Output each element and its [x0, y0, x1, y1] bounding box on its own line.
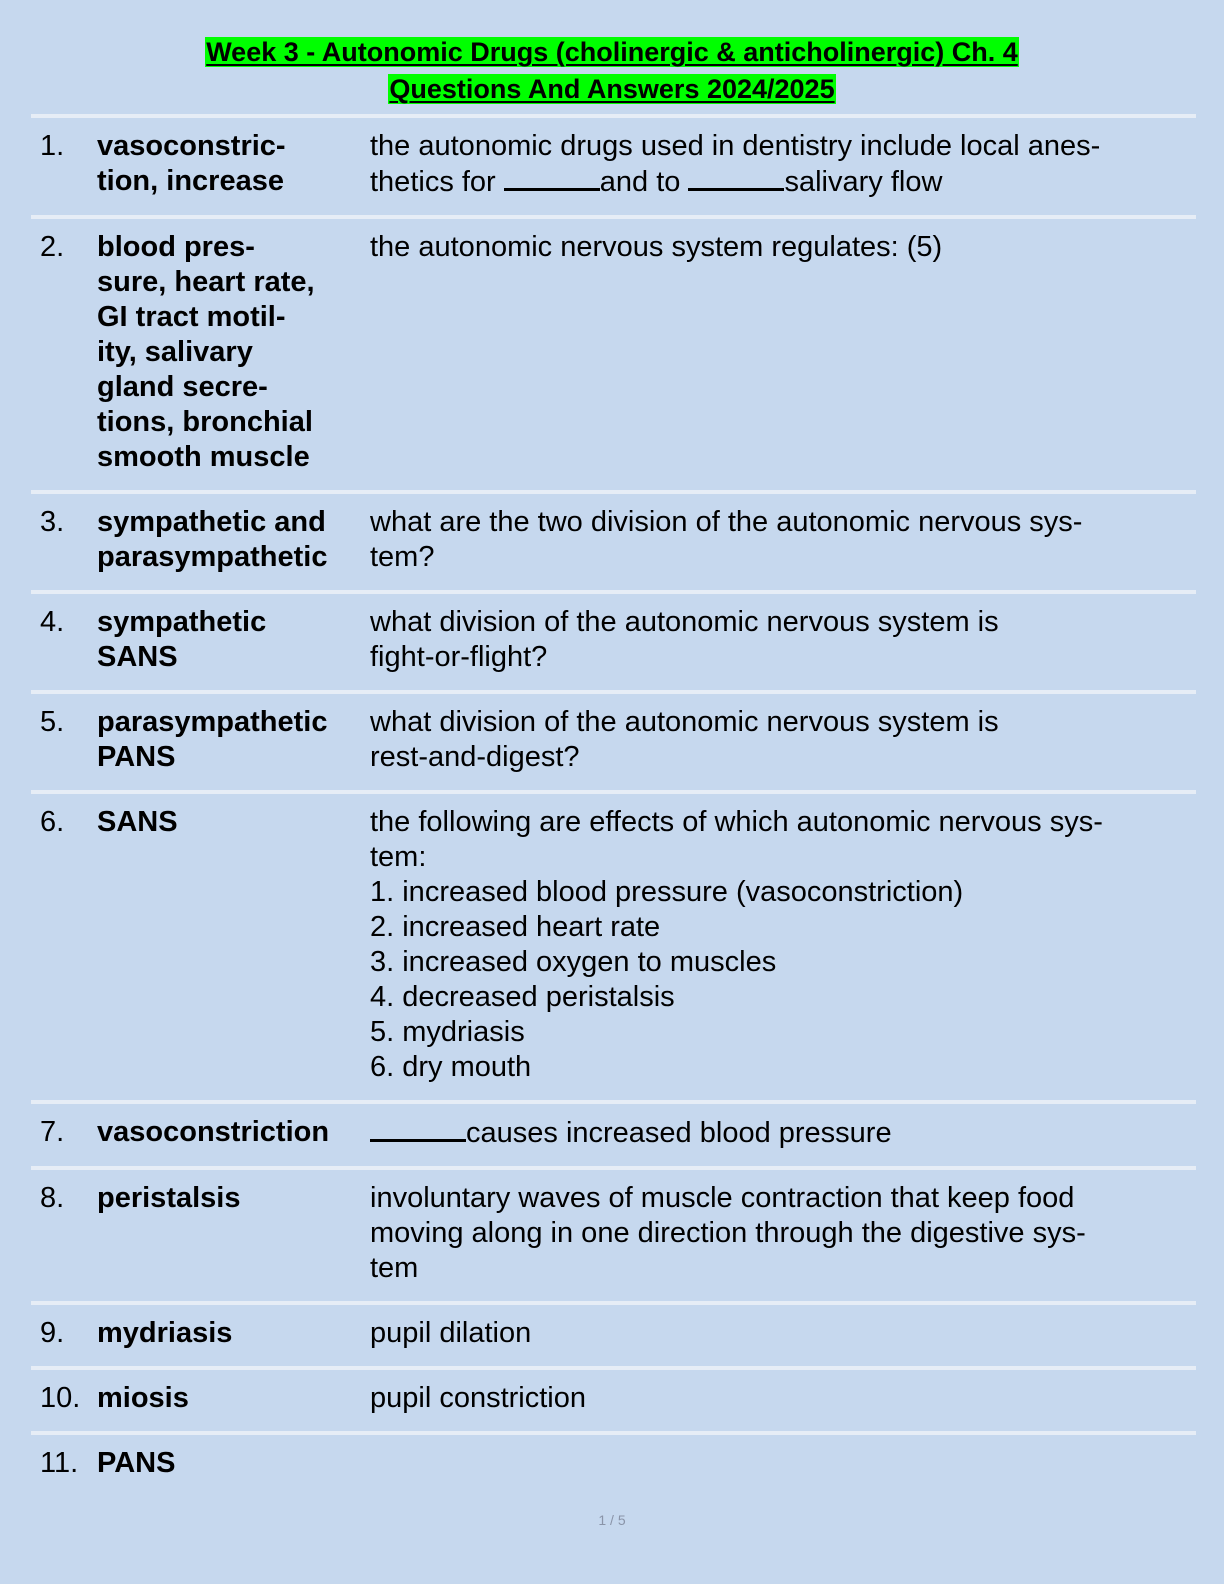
list-item: [31, 1166, 1196, 1301]
list-item: [31, 215, 1196, 490]
title-line-2: Questions And Answers 2024/2025: [389, 74, 835, 104]
document-title: [0, 34, 1224, 108]
list-item: [31, 690, 1196, 790]
item-term: [97, 505, 370, 575]
item-term-text: miosis: [97, 1382, 189, 1414]
item-term: [97, 230, 370, 475]
item-definition: what are the two division of the autonomic nervous sys- tem?: [370, 506, 1083, 573]
item-term-text: blood pres- sure, heart rate, GI tract motil- ity, salivary gland secre- tions, bronchial smooth muscle: [97, 231, 315, 473]
item-term: [97, 1381, 370, 1416]
item-term-text: vasoconstric- tion, increase: [97, 130, 286, 197]
item-number: 6.: [40, 806, 65, 838]
item-definition: pupil constriction: [370, 1382, 586, 1414]
item-term-text: sympathetic SANS: [97, 606, 267, 673]
item-definition: [370, 1446, 1196, 1481]
item-number: 9.: [40, 1317, 65, 1349]
item-number: 8.: [40, 1182, 65, 1214]
item-term-text: peristalsis: [97, 1182, 241, 1214]
page-number: 1 / 5: [598, 1512, 626, 1528]
item-definition: involuntary waves of muscle contraction that keep food moving along in one direction through the digestive sys- tem: [370, 1182, 1086, 1284]
qa-list: [31, 114, 1196, 1496]
item-number: 10.: [40, 1382, 81, 1414]
item-term: [97, 129, 370, 200]
item-term: [97, 805, 370, 1085]
item-term: [97, 1316, 370, 1351]
def-part: salivary flow: [784, 166, 943, 198]
item-definition: what division of the autonomic nervous system is fight-or-flight?: [370, 606, 999, 673]
item-number: 1.: [40, 130, 65, 162]
answer-blank: [688, 164, 784, 191]
item-definition: the following are effects of which autonomic nervous sys- tem: 1. increased blood pressure (vasoconstriction) 2. increased heart rate 3. increased oxygen to muscles 4. decreased peristalsis 5. mydriasis 6. dry mouth: [370, 806, 1103, 1083]
item-definition: the autonomic nervous system regulates: (5): [370, 231, 943, 263]
def-part: causes increased blood pressure: [466, 1117, 892, 1149]
item-number: 4.: [40, 606, 65, 638]
title-line-1: Week 3 - Autonomic Drugs (cholinergic & anticholinergic) Ch. 4: [206, 37, 1018, 67]
list-item: [31, 1100, 1196, 1166]
item-term-text: PANS: [97, 1447, 176, 1479]
item-definition: [370, 1115, 1196, 1151]
item-number: 7.: [40, 1116, 65, 1148]
list-item: [31, 1301, 1196, 1366]
answer-blank: [370, 1115, 466, 1142]
item-term-text: SANS: [97, 806, 178, 838]
item-number: 3.: [40, 506, 65, 538]
item-term-text: vasoconstriction: [97, 1116, 330, 1148]
item-definition: [370, 129, 1196, 200]
item-definition: pupil dilation: [370, 1317, 532, 1349]
item-term: [97, 605, 370, 675]
list-item: [31, 790, 1196, 1100]
item-term: [97, 1115, 370, 1151]
item-number: 11.: [40, 1447, 79, 1479]
list-item: [31, 1366, 1196, 1431]
item-number: 5.: [40, 706, 65, 738]
item-number: 2.: [40, 231, 65, 263]
item-term-text: mydriasis: [97, 1317, 233, 1349]
item-term: [97, 1446, 370, 1481]
list-item: [31, 490, 1196, 590]
def-part: and to: [599, 166, 689, 198]
list-item: [31, 590, 1196, 690]
item-term-text: parasympathetic PANS: [97, 706, 328, 773]
item-term-text: sympathetic and parasympathetic: [97, 506, 328, 573]
list-item: [31, 1431, 1196, 1496]
list-item: [31, 114, 1196, 215]
item-term: [97, 1181, 370, 1286]
item-term: [97, 705, 370, 775]
def-part: the autonomic drugs used in dentistry include local anes- thetics for: [370, 130, 1101, 198]
item-definition: what division of the autonomic nervous system is rest-and-digest?: [370, 706, 999, 773]
answer-blank: [504, 164, 600, 191]
